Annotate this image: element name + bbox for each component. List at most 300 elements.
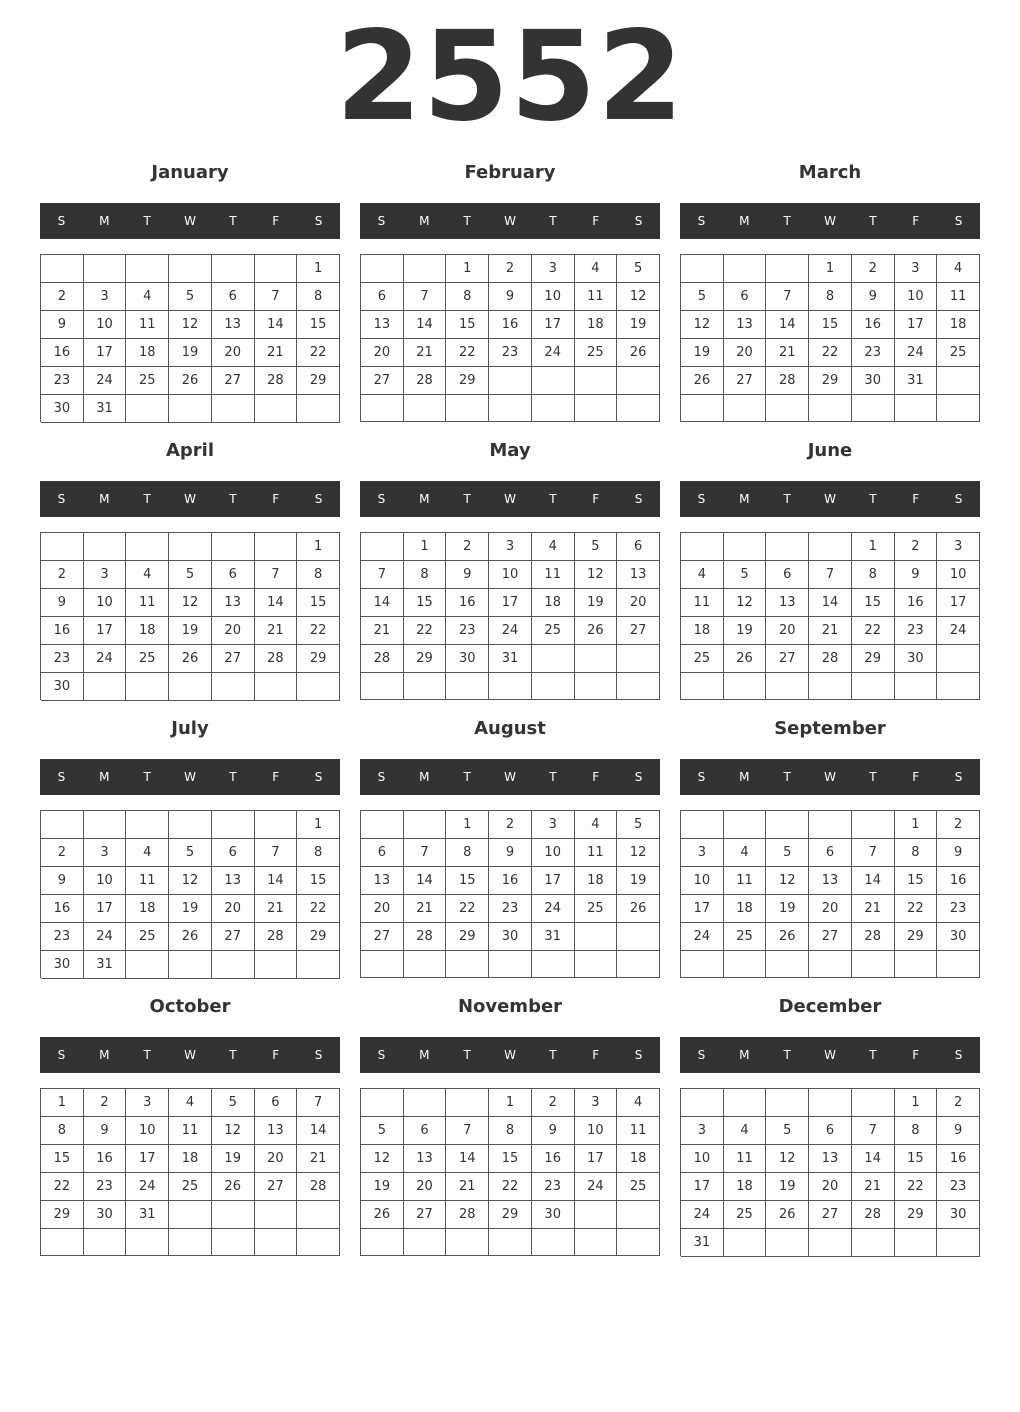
weekday-label: F	[912, 1048, 920, 1062]
weekday-label: S	[634, 492, 643, 506]
day-cell	[575, 395, 618, 422]
day-cell	[852, 1229, 895, 1257]
day-cell	[169, 811, 212, 839]
day-cell	[617, 367, 660, 395]
weekday-label: T	[463, 1048, 471, 1062]
weekday-label: S	[57, 770, 66, 784]
day-cell: 15	[895, 867, 938, 895]
day-cell	[255, 255, 298, 283]
day-cell: 8	[41, 1117, 84, 1145]
day-cell: 23	[41, 367, 84, 395]
weekday-label: T	[229, 770, 237, 784]
day-cell: 8	[297, 283, 340, 311]
day-cell: 17	[489, 589, 532, 617]
day-cell	[766, 395, 809, 422]
day-cell: 23	[41, 645, 84, 673]
day-cell: 21	[446, 1173, 489, 1201]
weekday-label: S	[314, 1048, 323, 1062]
day-cell: 5	[766, 839, 809, 867]
day-cell	[575, 1201, 618, 1229]
day-cell: 3	[575, 1089, 618, 1117]
day-cell: 9	[489, 839, 532, 867]
weekday-label: W	[504, 1048, 516, 1062]
day-cell	[255, 951, 298, 979]
day-cell: 10	[126, 1117, 169, 1145]
weekday-label: F	[912, 214, 920, 228]
day-cell: 8	[446, 839, 489, 867]
day-cell	[212, 1229, 255, 1256]
day-cell: 7	[852, 1117, 895, 1145]
day-cell: 25	[126, 923, 169, 951]
day-cell	[361, 533, 404, 561]
day-cell: 4	[724, 1117, 767, 1145]
day-cell	[361, 811, 404, 839]
day-cell	[532, 673, 575, 700]
weekday-label: W	[824, 1048, 836, 1062]
day-cell	[489, 673, 532, 700]
weekday-label: T	[143, 492, 151, 506]
weekday-label: S	[57, 214, 66, 228]
month-name: September	[774, 718, 886, 739]
day-cell	[575, 645, 618, 673]
weekday-label: T	[549, 1048, 557, 1062]
day-cell: 30	[41, 673, 84, 701]
day-cell: 19	[169, 895, 212, 923]
day-grid	[360, 810, 660, 978]
day-cell	[255, 1229, 298, 1256]
day-cell	[724, 951, 767, 978]
day-cell: 19	[617, 311, 660, 339]
day-cell: 9	[532, 1117, 575, 1145]
day-cell	[575, 923, 618, 951]
day-cell	[937, 673, 980, 700]
day-cell: 5	[169, 283, 212, 311]
day-cell: 28	[297, 1173, 340, 1201]
day-cell: 11	[169, 1117, 212, 1145]
day-cell	[297, 1229, 340, 1256]
day-cell: 11	[126, 589, 169, 617]
day-cell	[489, 951, 532, 978]
day-cell: 16	[895, 589, 938, 617]
weekday-label: S	[314, 214, 323, 228]
day-cell: 18	[126, 339, 169, 367]
day-cell	[617, 951, 660, 978]
day-cell	[212, 533, 255, 561]
day-cell: 6	[617, 533, 660, 561]
day-cell: 3	[84, 283, 127, 311]
day-cell: 17	[895, 311, 938, 339]
weekday-label: W	[184, 770, 196, 784]
day-cell: 15	[297, 311, 340, 339]
day-cell: 27	[809, 923, 852, 951]
day-cell	[575, 951, 618, 978]
day-grid	[680, 532, 980, 700]
day-cell	[809, 1089, 852, 1117]
day-cell: 21	[852, 1173, 895, 1201]
day-grid	[360, 254, 660, 422]
weekday-label: M	[99, 492, 110, 506]
day-cell: 10	[532, 839, 575, 867]
day-cell: 29	[404, 645, 447, 673]
day-cell: 2	[532, 1089, 575, 1117]
day-cell: 27	[361, 923, 404, 951]
weekday-label: F	[592, 214, 600, 228]
day-cell	[212, 811, 255, 839]
weekday-label: M	[739, 214, 750, 228]
day-cell: 6	[404, 1117, 447, 1145]
day-cell: 20	[809, 1173, 852, 1201]
weekday-label: M	[419, 492, 430, 506]
day-grid	[40, 810, 340, 978]
day-cell: 4	[575, 255, 618, 283]
day-cell: 30	[489, 923, 532, 951]
day-cell: 23	[489, 339, 532, 367]
day-cell	[84, 811, 127, 839]
day-cell: 9	[489, 283, 532, 311]
weekday-header	[680, 1037, 980, 1073]
day-cell	[852, 1089, 895, 1117]
day-cell: 23	[446, 617, 489, 645]
day-cell: 30	[41, 951, 84, 979]
day-cell	[404, 1229, 447, 1256]
day-cell: 23	[489, 895, 532, 923]
day-cell	[617, 673, 660, 700]
day-cell: 18	[126, 617, 169, 645]
day-cell	[489, 367, 532, 395]
weekday-label: W	[184, 1048, 196, 1062]
weekday-header	[680, 481, 980, 517]
day-cell: 1	[404, 533, 447, 561]
day-cell: 1	[489, 1089, 532, 1117]
day-grid	[680, 1088, 980, 1256]
day-cell: 14	[446, 1145, 489, 1173]
day-cell: 29	[489, 1201, 532, 1229]
day-cell: 26	[169, 367, 212, 395]
day-cell	[766, 533, 809, 561]
day-cell	[404, 811, 447, 839]
day-cell: 4	[169, 1089, 212, 1117]
day-cell: 2	[84, 1089, 127, 1117]
day-cell	[532, 367, 575, 395]
day-cell	[361, 673, 404, 700]
day-cell: 16	[937, 1145, 980, 1173]
day-cell: 23	[532, 1173, 575, 1201]
day-cell	[852, 673, 895, 700]
day-cell	[766, 255, 809, 283]
day-cell: 11	[575, 283, 618, 311]
day-cell: 12	[169, 867, 212, 895]
day-cell: 10	[575, 1117, 618, 1145]
weekday-label: S	[954, 770, 963, 784]
weekday-label: W	[824, 770, 836, 784]
day-cell	[937, 1229, 980, 1257]
day-cell: 28	[404, 367, 447, 395]
day-cell: 25	[617, 1173, 660, 1201]
day-cell: 12	[212, 1117, 255, 1145]
day-cell	[446, 1089, 489, 1117]
day-cell: 11	[532, 561, 575, 589]
day-cell: 12	[617, 839, 660, 867]
day-cell: 27	[617, 617, 660, 645]
day-cell: 13	[617, 561, 660, 589]
day-cell	[212, 951, 255, 979]
day-cell: 18	[575, 311, 618, 339]
day-cell: 29	[852, 645, 895, 673]
day-cell: 22	[41, 1173, 84, 1201]
day-cell	[361, 951, 404, 978]
day-cell: 18	[937, 311, 980, 339]
day-cell: 22	[895, 895, 938, 923]
day-cell: 11	[575, 839, 618, 867]
day-cell	[212, 395, 255, 423]
day-cell: 12	[575, 561, 618, 589]
day-cell: 27	[809, 1201, 852, 1229]
day-cell: 9	[895, 561, 938, 589]
day-cell	[126, 255, 169, 283]
day-cell: 1	[446, 255, 489, 283]
day-cell: 24	[532, 339, 575, 367]
day-cell	[126, 673, 169, 701]
day-cell: 7	[297, 1089, 340, 1117]
day-cell: 30	[532, 1201, 575, 1229]
weekday-label: F	[272, 492, 280, 506]
weekday-label: S	[697, 214, 706, 228]
day-cell: 24	[681, 1201, 724, 1229]
weekday-label: S	[377, 770, 386, 784]
day-cell	[169, 255, 212, 283]
day-cell: 14	[361, 589, 404, 617]
day-cell	[446, 1229, 489, 1256]
day-cell: 3	[895, 255, 938, 283]
day-cell	[361, 1089, 404, 1117]
day-cell: 13	[212, 311, 255, 339]
day-cell: 20	[255, 1145, 298, 1173]
day-cell: 10	[84, 589, 127, 617]
day-cell: 12	[766, 1145, 809, 1173]
day-cell	[681, 673, 724, 700]
weekday-label: F	[272, 770, 280, 784]
day-cell: 13	[361, 311, 404, 339]
day-cell	[724, 1229, 767, 1257]
day-cell: 5	[169, 561, 212, 589]
day-cell: 12	[681, 311, 724, 339]
weekday-header	[360, 481, 660, 517]
day-cell: 19	[617, 867, 660, 895]
day-cell: 25	[126, 367, 169, 395]
day-cell	[809, 1229, 852, 1257]
month-name: July	[171, 718, 209, 739]
day-cell: 26	[361, 1201, 404, 1229]
day-cell	[41, 1229, 84, 1256]
day-cell: 26	[766, 923, 809, 951]
day-cell: 11	[126, 867, 169, 895]
day-cell	[852, 395, 895, 422]
day-cell	[766, 1089, 809, 1117]
day-cell: 1	[809, 255, 852, 283]
day-cell: 4	[617, 1089, 660, 1117]
day-cell: 14	[809, 589, 852, 617]
day-cell: 8	[489, 1117, 532, 1145]
weekday-label: S	[377, 214, 386, 228]
day-cell	[724, 255, 767, 283]
day-cell	[404, 1089, 447, 1117]
day-cell	[212, 673, 255, 701]
weekday-label: M	[739, 1048, 750, 1062]
day-cell	[404, 673, 447, 700]
weekday-label: M	[419, 1048, 430, 1062]
day-cell	[297, 951, 340, 979]
weekday-label: W	[184, 214, 196, 228]
day-cell: 24	[126, 1173, 169, 1201]
day-cell: 26	[724, 645, 767, 673]
day-cell: 2	[446, 533, 489, 561]
day-cell: 15	[852, 589, 895, 617]
day-cell: 5	[361, 1117, 404, 1145]
weekday-label: S	[954, 214, 963, 228]
weekday-label: T	[463, 492, 471, 506]
day-cell: 29	[446, 367, 489, 395]
day-cell: 21	[255, 339, 298, 367]
day-cell: 25	[575, 895, 618, 923]
day-cell: 5	[617, 255, 660, 283]
day-cell: 2	[895, 533, 938, 561]
day-cell	[532, 1229, 575, 1256]
day-cell: 18	[617, 1145, 660, 1173]
day-cell: 24	[84, 645, 127, 673]
day-cell	[41, 533, 84, 561]
weekday-label: S	[634, 770, 643, 784]
day-cell: 18	[724, 895, 767, 923]
weekday-label: T	[783, 214, 791, 228]
day-cell: 18	[169, 1145, 212, 1173]
day-cell: 26	[212, 1173, 255, 1201]
day-cell: 17	[84, 339, 127, 367]
day-cell: 17	[84, 895, 127, 923]
day-cell: 16	[532, 1145, 575, 1173]
day-cell: 1	[297, 533, 340, 561]
day-cell: 17	[84, 617, 127, 645]
weekday-label: M	[99, 214, 110, 228]
day-cell: 24	[489, 617, 532, 645]
day-cell	[809, 533, 852, 561]
day-cell: 8	[446, 283, 489, 311]
day-cell: 6	[255, 1089, 298, 1117]
day-cell	[212, 1201, 255, 1229]
day-cell	[446, 673, 489, 700]
day-cell	[809, 395, 852, 422]
day-cell: 5	[169, 839, 212, 867]
day-cell: 27	[255, 1173, 298, 1201]
day-cell: 2	[489, 811, 532, 839]
day-cell: 13	[766, 589, 809, 617]
day-cell: 4	[681, 561, 724, 589]
day-cell: 6	[212, 561, 255, 589]
day-cell: 2	[489, 255, 532, 283]
day-cell: 29	[41, 1201, 84, 1229]
day-cell: 8	[895, 839, 938, 867]
day-cell: 16	[41, 617, 84, 645]
day-cell: 25	[126, 645, 169, 673]
day-cell: 2	[41, 283, 84, 311]
day-cell	[937, 395, 980, 422]
day-cell	[895, 1229, 938, 1257]
day-cell	[724, 673, 767, 700]
day-cell	[84, 673, 127, 701]
day-cell: 3	[681, 1117, 724, 1145]
day-cell: 3	[937, 533, 980, 561]
day-cell: 26	[617, 339, 660, 367]
day-cell	[212, 255, 255, 283]
weekday-label: T	[143, 1048, 151, 1062]
day-cell: 18	[681, 617, 724, 645]
day-cell: 20	[361, 339, 404, 367]
day-cell	[895, 395, 938, 422]
day-cell: 13	[809, 867, 852, 895]
day-cell: 14	[404, 867, 447, 895]
month-name: February	[464, 162, 556, 183]
day-cell: 16	[489, 867, 532, 895]
weekday-label: S	[377, 492, 386, 506]
day-cell: 23	[895, 617, 938, 645]
month-name: May	[489, 440, 531, 461]
day-cell: 2	[937, 811, 980, 839]
weekday-header	[40, 759, 340, 795]
day-cell: 9	[41, 311, 84, 339]
day-cell: 22	[809, 339, 852, 367]
day-cell: 13	[809, 1145, 852, 1173]
weekday-label: W	[504, 770, 516, 784]
day-cell: 17	[681, 1173, 724, 1201]
day-cell	[446, 951, 489, 978]
day-cell: 22	[297, 617, 340, 645]
day-cell: 17	[532, 867, 575, 895]
day-cell: 3	[84, 561, 127, 589]
weekday-label: T	[143, 214, 151, 228]
day-cell: 14	[852, 1145, 895, 1173]
day-cell	[169, 533, 212, 561]
day-cell: 2	[852, 255, 895, 283]
day-cell	[361, 395, 404, 422]
day-cell	[681, 255, 724, 283]
weekday-label: T	[783, 492, 791, 506]
day-cell: 5	[681, 283, 724, 311]
day-cell: 27	[724, 367, 767, 395]
day-cell	[489, 395, 532, 422]
day-cell: 7	[404, 839, 447, 867]
day-grid	[40, 254, 340, 422]
day-cell	[404, 395, 447, 422]
day-cell: 31	[126, 1201, 169, 1229]
day-cell: 6	[809, 1117, 852, 1145]
day-cell: 20	[809, 895, 852, 923]
day-cell: 5	[766, 1117, 809, 1145]
month-name: August	[474, 718, 546, 739]
day-cell: 7	[809, 561, 852, 589]
weekday-label: F	[272, 1048, 280, 1062]
month-name: June	[807, 440, 853, 461]
day-cell: 7	[852, 839, 895, 867]
day-cell: 4	[126, 283, 169, 311]
day-grid	[680, 810, 980, 978]
day-cell: 28	[852, 1201, 895, 1229]
day-cell: 14	[297, 1117, 340, 1145]
month-name: April	[165, 440, 215, 461]
day-cell: 20	[361, 895, 404, 923]
day-cell: 29	[809, 367, 852, 395]
day-cell: 18	[126, 895, 169, 923]
weekday-header	[680, 203, 980, 239]
day-cell: 29	[895, 923, 938, 951]
